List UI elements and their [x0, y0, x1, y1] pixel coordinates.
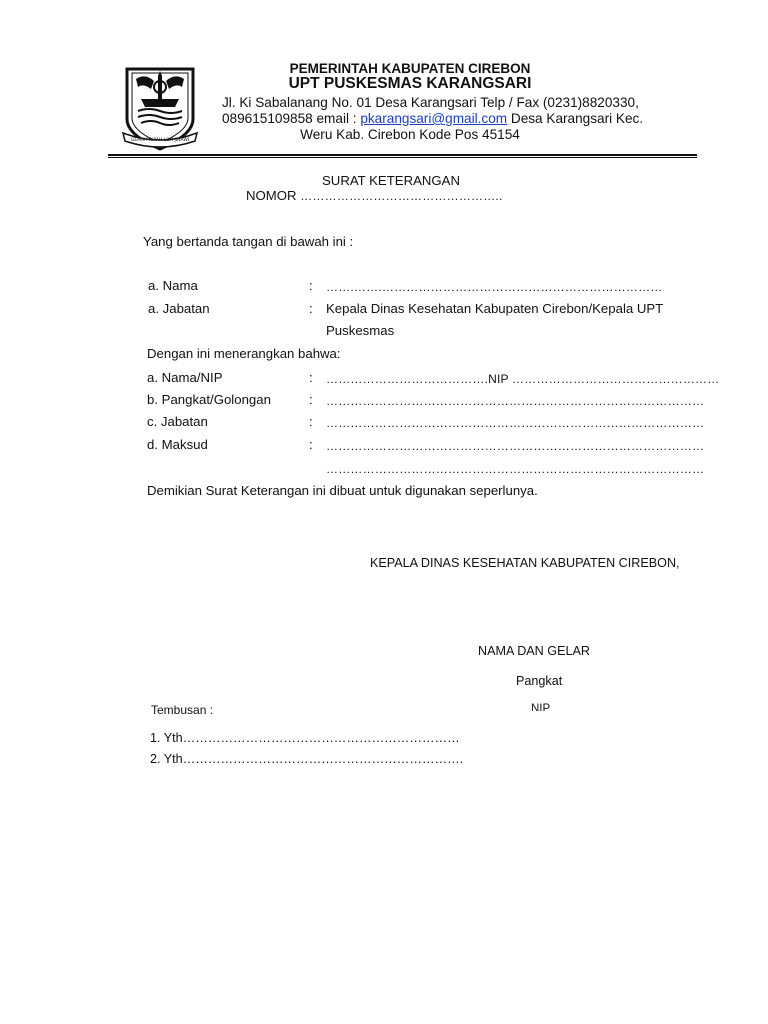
email-link[interactable]: pkarangsari@gmail.com [360, 111, 508, 126]
letterhead-divider-thin [108, 157, 697, 158]
letter-number: NOMOR ………………………………………….. [246, 188, 503, 203]
statement-text: Dengan ini menerangkan bahwa: [147, 346, 341, 361]
subject-purpose-label: d. Maksud [147, 437, 208, 452]
subject-rank-colon: : [309, 392, 313, 407]
letterhead-divider-thick [108, 154, 697, 156]
letter-title: SURAT KETERANGAN [322, 173, 461, 188]
signer-position-value: Kepala Dinas Kesehatan Kabupaten Cirebon/Kepala UPT [326, 301, 664, 316]
signer-position-continued: Puskesmas [326, 323, 395, 338]
signer-office-title: KEPALA DINAS KESEHATAN KABUPATEN CIREBON, [370, 556, 680, 570]
subject-position-colon: : [309, 414, 313, 429]
letterhead-government: PEMERINTAH KABUPATEN CIREBON [289, 61, 531, 76]
intro-text: Yang bertanda tangan di bawah ini : [143, 234, 354, 249]
subject-name-nip-colon: : [309, 370, 313, 385]
subject-rank-value: ………………………………………………………………………………… [326, 394, 705, 408]
closing-text: Demikian Surat Keterangan ini dibuat untuk digunakan seperlunya. [147, 483, 538, 498]
signer-position-colon: : [309, 301, 313, 316]
subject-name-nip-value: ………………………………….NIP …………………………………………… [326, 372, 720, 386]
subject-position-value: ………………………………………………………………………………… [326, 416, 705, 430]
subject-purpose-colon: : [309, 437, 313, 452]
carbon-copy-label: Tembusan : [151, 703, 214, 717]
cirebon-emblem-icon [121, 63, 199, 151]
subject-purpose-continued: ………………………………………………………………………………… [326, 462, 705, 476]
carbon-copy-item-2: 2. Yth…………………………………………………………. [150, 752, 464, 766]
subject-name-nip-label: a. Nama/NIP [147, 370, 223, 385]
signer-full-name: NAMA DAN GELAR [478, 644, 590, 658]
letterhead-institution: UPT PUSKESMAS KARANGSARI [288, 75, 532, 92]
signer-rank: Pangkat [516, 674, 563, 688]
signer-position-label: a. Jabatan [148, 301, 210, 316]
subject-rank-label: b. Pangkat/Golongan [147, 392, 271, 407]
signer-name-value: …….…….…………………………………………………………… [326, 280, 663, 294]
subject-position-label: c. Jabatan [147, 414, 208, 429]
signer-name-label: a. Nama [148, 278, 198, 293]
carbon-copy-item-1: 1. Yth………………………………………………………… [150, 731, 460, 745]
signer-nip: NIP [531, 703, 551, 711]
signer-name-colon: : [309, 278, 313, 293]
letterhead-address-line2: 089615109858 email : pkarangsari@gmail.com Desa Karangsari Kec. [222, 111, 644, 126]
subject-purpose-value: ………………………………………………………………………………… [326, 439, 705, 453]
emblem-motto: GEMAH RIPAH LOH JINAWI [130, 138, 190, 143]
letterhead-address-line3: Weru Kab. Cirebon Kode Pos 45154 [300, 127, 520, 142]
letterhead-address-line1: Jl. Ki Sabalanang No. 01 Desa Karangsari Telp / Fax (0231)8820330, [222, 95, 639, 110]
